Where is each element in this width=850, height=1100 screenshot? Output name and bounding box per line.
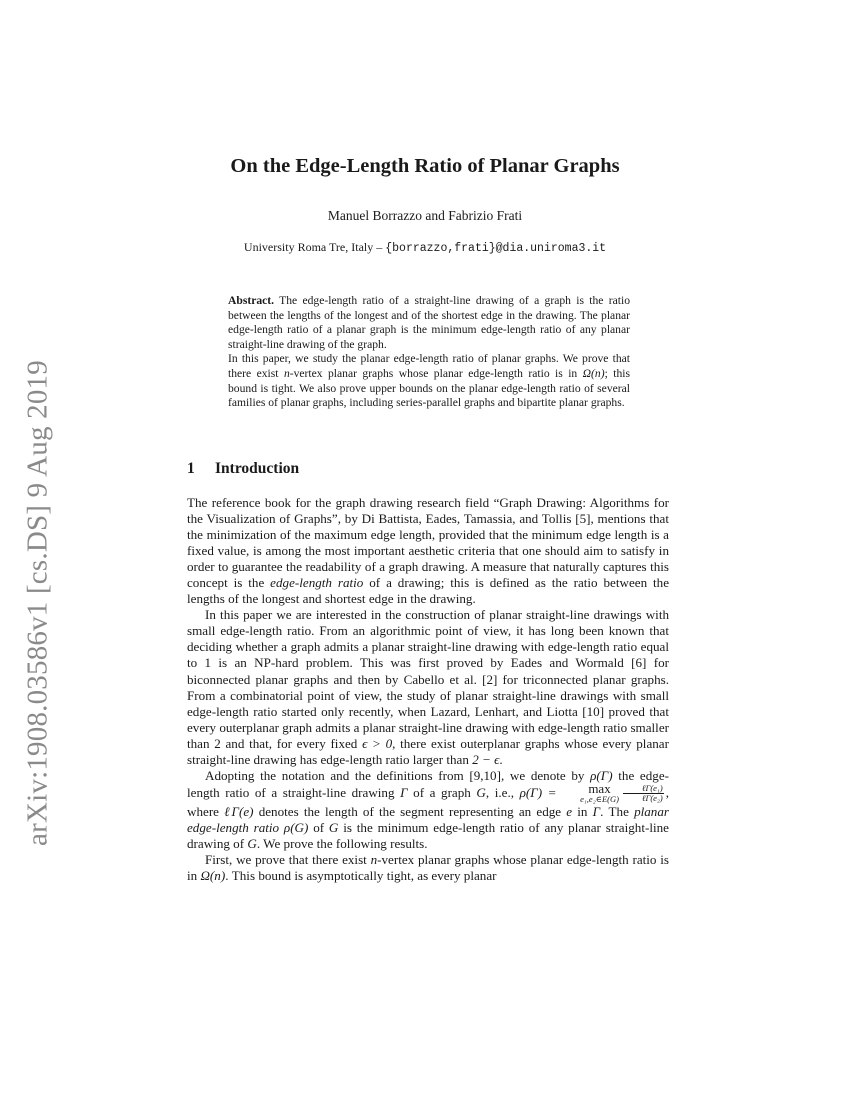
p3-text-e: , where [187,784,669,819]
body-paragraph-3 [187,768,669,852]
affiliation [0,240,850,255]
p4-text-a: First, we prove that there exist [205,851,371,867]
abstract-math-n: n [283,366,290,380]
paper-authors: Manuel Borrazzo and Fabrizio Frati [327,208,523,223]
arxiv-side-stamp: arXiv:1908.03586v1 [cs.DS] 9 Aug 2019 [21,360,54,846]
p3-math-G: G [476,784,486,800]
abstract-paragraph-1 [228,294,630,352]
body-text [187,495,669,884]
p3-text-f: denotes the length of the segment representing an edge [253,803,567,819]
paper-title: On the Edge-Length Ratio of Planar Graphs [230,155,620,177]
p3-text-d: , i.e., [485,784,520,800]
p3-text-b: the edge-length ratio of a straight-line drawing [187,767,669,800]
p3-math-ell: ℓΓ(e) [224,803,254,819]
p1-text-b: of a drawing; this is defined as the ratio between the lengths of the longest and shortest edge in the drawing. [187,575,670,607]
p2-math-eps: ϵ > 0 [362,735,393,751]
affiliation-institution: University Roma Tre, Italy – [243,240,386,254]
p3-text-h: . The [600,803,635,819]
p1-emphasis: edge-length ratio [270,575,364,591]
p3-text-a: Adopting the notation and the definitions from [9,10], we denote by [205,767,591,783]
section-heading [187,460,299,478]
p3-math-gamma-2: Γ [592,803,601,819]
p3-text-k: . We prove the following results. [256,835,428,851]
p3-max-subscript: e₁,e₂∈E(G) [580,793,619,804]
p3-math-gamma: Γ [400,784,408,800]
abstract-text-1: The edge-length ratio of a straight-line drawing of a graph is the ratio between the lengths of the longest and of the shortest edge in the drawing. The planar edge-length ratio of a planar graph is the minimum edge-length ratio of any planar straight-line drawing of the graph. [228,294,630,351]
section-number: 1 [187,460,195,477]
p3-math-rho-eq: ρ(Γ) = [519,784,557,800]
p2-text-b: , there exist outerplanar graphs whose every planar straight-line drawing has edge-length ratio larger than [187,735,669,767]
p1-text-a: The reference book for the graph drawing research field “Graph Drawing: Algorithms for the Visualization of Graphs”, by Di Battista, Eades, Tamassia, and Tollis [5], mentions that the minimization of the maximum edge length, provided that the minimum edge length is a fixed value, is among the most important aesthetic criteria that one should aim to satisfy in order to guarantee the readability of a graph drawing. A measure that naturally captures this concept is the [187,495,669,591]
p3-math-e: e [566,803,573,819]
abstract-label: Abstract. [228,294,275,307]
body-paragraph-4 [187,852,669,884]
p3-fraction-numerator: ℓΓ(e₁) [623,784,664,794]
body-paragraph-1 [187,495,669,607]
abstract-text-2c: ; this bound is tight. We also prove upper bounds on the planar edge-length ratio of several families of planar graphs, including series-parallel graphs and bipartite planar graphs. [228,366,630,410]
p3-fraction-denominator: ℓΓ(e₂) [641,793,663,804]
abstract-text-2a: In this paper, we study the planar edge-length ratio of planar graphs. We prove that there exist [228,352,630,380]
p3-text-j: is the minimum edge-length ratio of any planar straight-line drawing of [187,819,669,851]
p4-math-omega: Ω(n) [200,868,226,884]
abstract [228,294,630,411]
p2-text-a: In this paper we are interested in the construction of planar straight-line drawings with small edge-length ratio. From an algorithmic point of view, it has long been known that deciding whether a graph admits a planar straight-line drawing with edge-length ratio equal to 1 is an NP-hard problem. This was first proved by Eades and Wormald [6] for biconnected planar graphs and then by Cabello et al. [2] for triconnected planar graphs. From a combinatorial point of view, the study of planar straight-line drawings with small edge-length ratio started only recently, when Lazard, Lenhart, and Liotta [10] proved that every outerplanar graph admits a planar straight-line drawing with edge-length ratio smaller than 2 and that, for every fixed [187,607,669,751]
body-paragraph-2 [187,607,669,767]
p4-text-b: -vertex planar graphs whose planar edge-length ratio is in [187,851,669,884]
p3-math-G-2: G [328,819,339,835]
p3-text-i: of [308,819,329,835]
p4-math-n: n [370,851,378,867]
abstract-paragraph-2 [228,352,630,410]
p3-emphasis: planar edge-length ratio [187,803,669,835]
p3-text-c: of a graph [407,784,477,800]
affiliation-email[interactable]: {borrazzo,frati}@dia.uniroma3.it [385,242,607,255]
p3-fraction [623,784,664,803]
p2-math-two-eps: 2 − ϵ [472,751,500,767]
p3-math-rhoG: ρ(G) [279,819,309,835]
p4-text-c: . This bound is asymptotically tight, as every planar [225,868,497,884]
p2-text-c: . [499,751,503,767]
p3-math-G-3: G [247,835,257,851]
p3-max-label: max [588,780,611,796]
section-title: Introduction [215,460,300,477]
p3-text-g: in [572,803,593,819]
abstract-math-omega: Ω(n) [582,366,605,380]
abstract-text-2b: -vertex planar graphs whose planar edge-length ratio is in [289,366,583,380]
p3-max-operator [562,780,619,804]
p3-math-rho: ρ(Γ) [590,767,613,783]
